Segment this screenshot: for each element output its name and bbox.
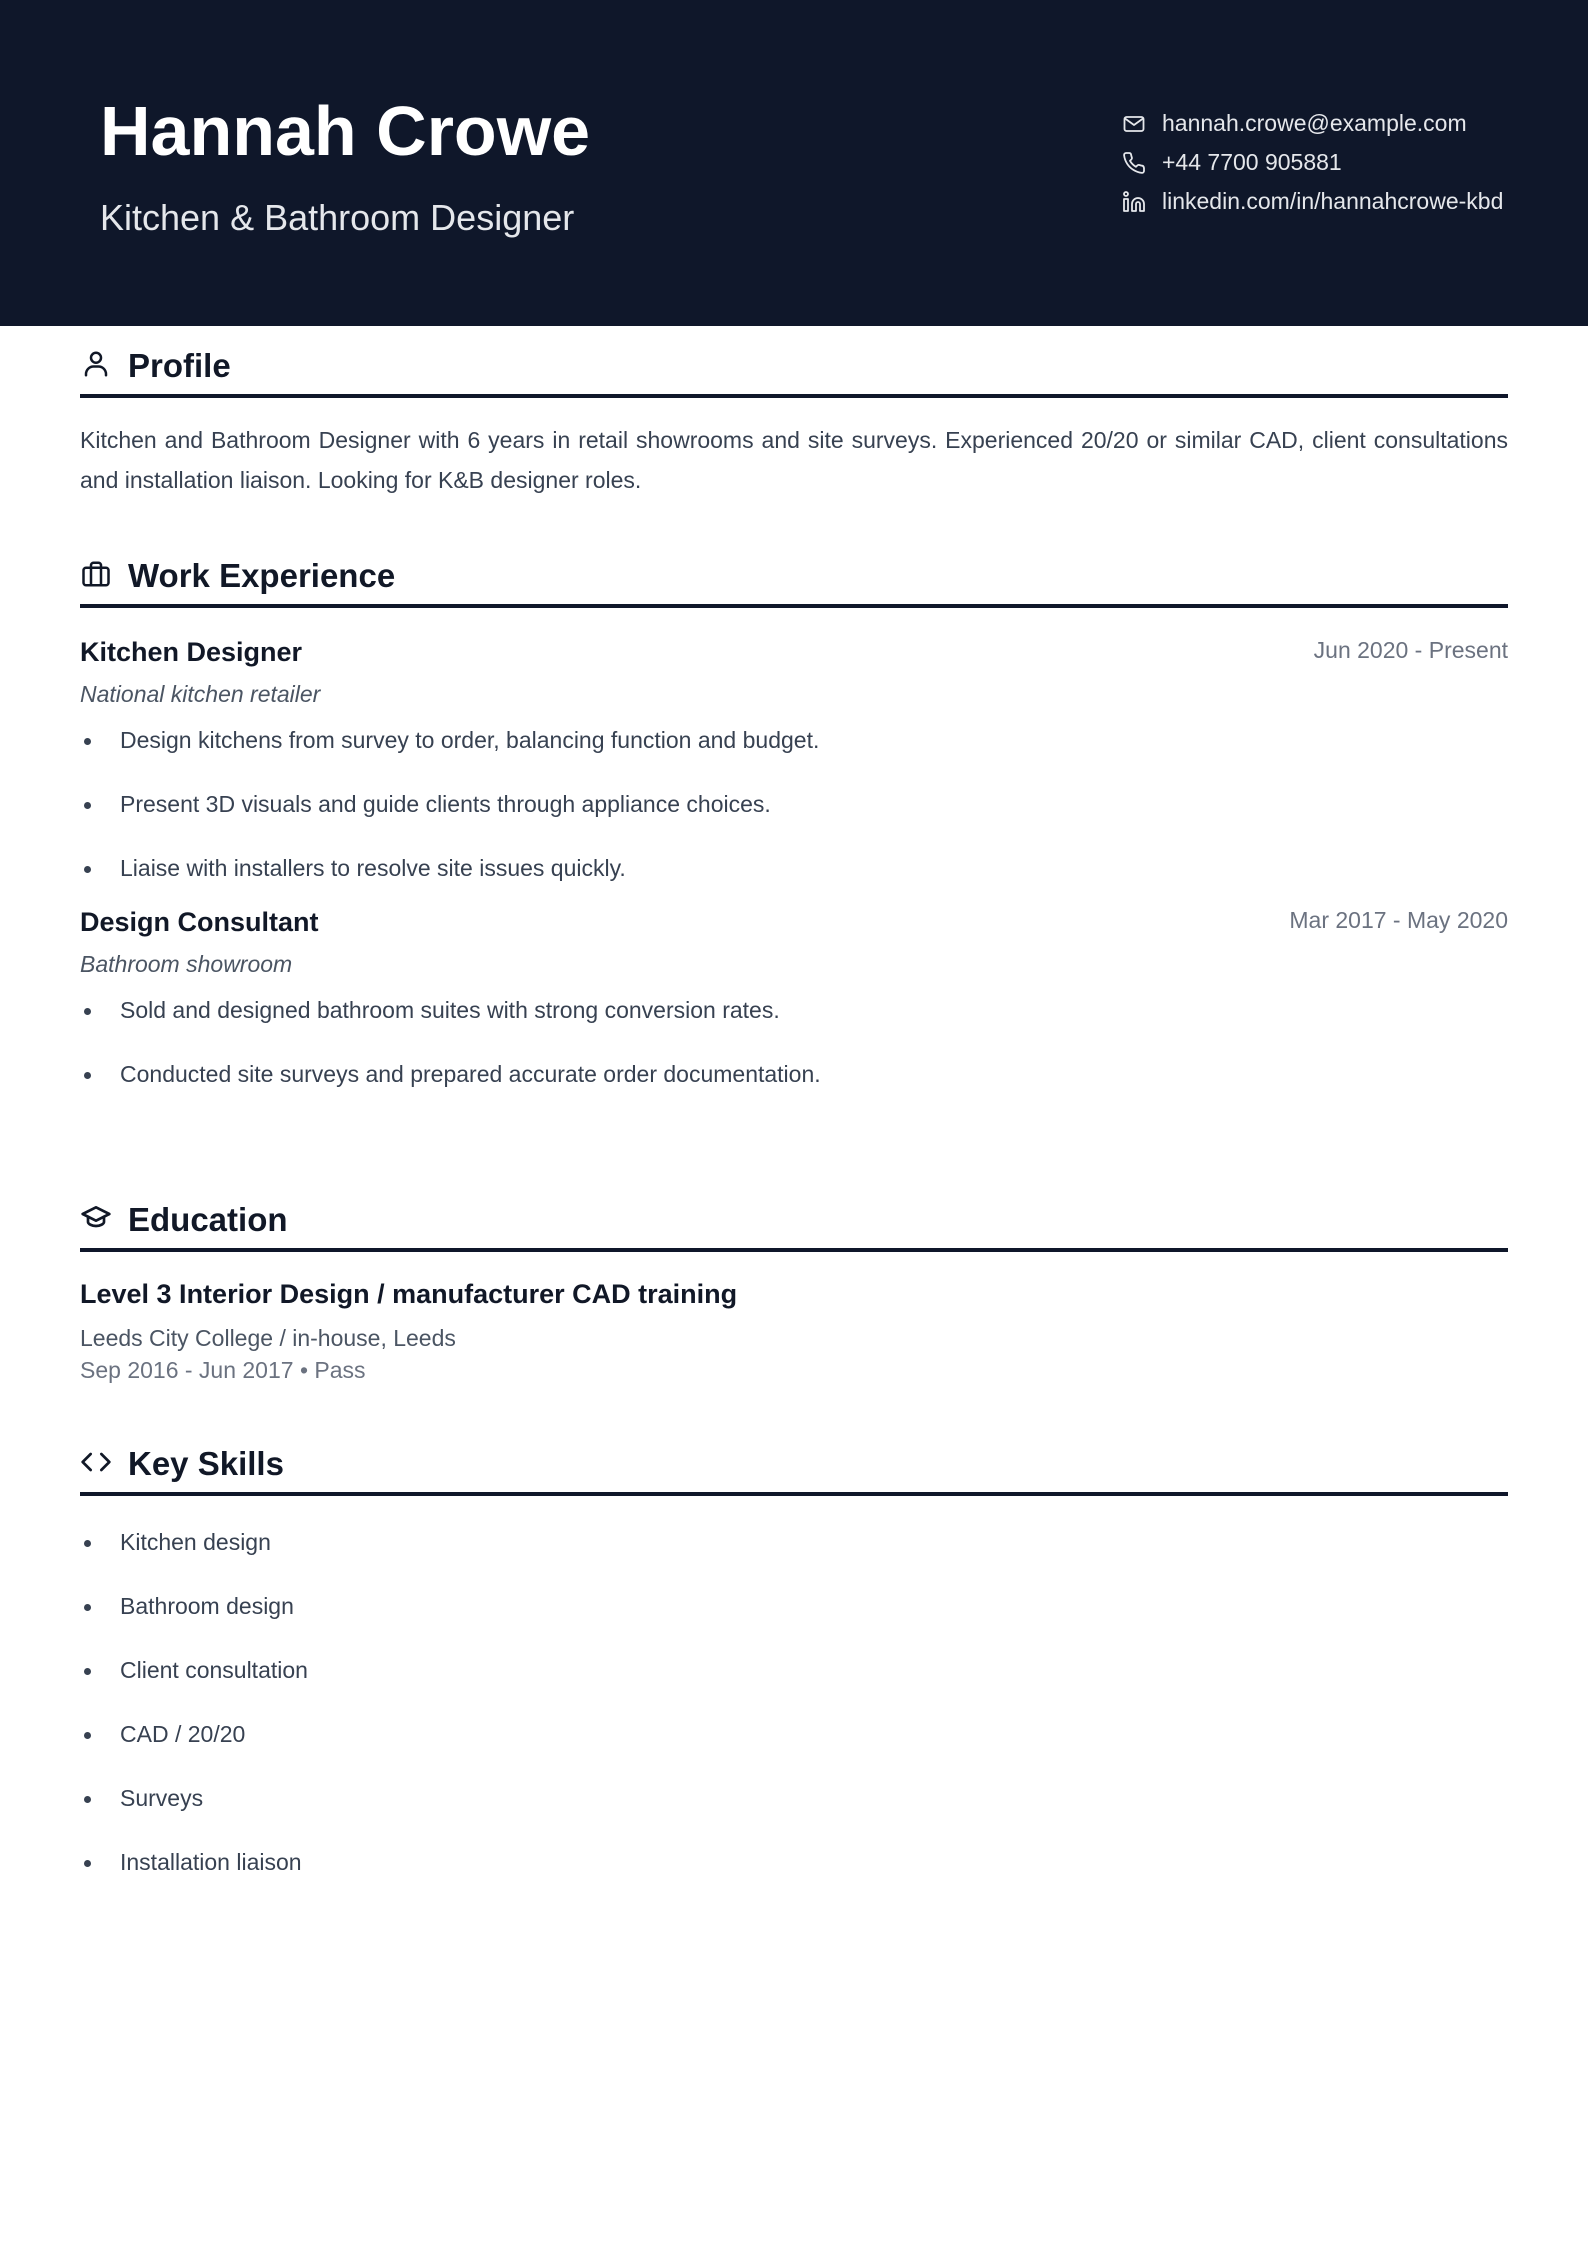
candidate-name: Hannah Crowe: [100, 92, 591, 170]
job-company: Bathroom showroom: [80, 951, 293, 977]
contact-email[interactable]: [1120, 104, 1560, 143]
skills-title: Key Skills: [128, 1445, 284, 1482]
resume-header: [0, 0, 1588, 326]
code-icon: [80, 1446, 112, 1478]
contact-linkedin-text: linkedin.com/in/hannahcrowe-kbd: [1162, 188, 1504, 214]
job-bullet: Liaise with installers to resolve site issues quickly.: [80, 852, 1508, 884]
experience-section: [80, 552, 1508, 1122]
contact-email-text: hannah.crowe@example.com: [1162, 110, 1467, 136]
job-bullets: [80, 994, 1508, 1090]
skill-item: Client consultation: [80, 1654, 1508, 1686]
job-title: Kitchen Designer: [80, 637, 303, 667]
profile-section: [80, 342, 1508, 500]
experience-heading: [80, 552, 1508, 608]
job-entry: [80, 634, 1508, 884]
job-dates: Mar 2017 - May 2020: [1289, 907, 1508, 933]
profile-summary: Kitchen and Bathroom Designer with 6 years in retail showrooms and site surveys. Experienced 20/20 or similar CAD, client consultations and installation liaison. Looking for K&B designer roles.: [80, 427, 1508, 493]
job-company: National kitchen retailer: [80, 681, 321, 707]
graduation-cap-icon: [80, 1202, 112, 1234]
mail-icon: [1120, 110, 1148, 138]
job-bullets: [80, 724, 1508, 884]
job-dates: Jun 2020 - Present: [1313, 637, 1508, 663]
contact-phone-text: +44 7700 905881: [1162, 149, 1342, 175]
skill-item: Kitchen design: [80, 1526, 1508, 1558]
job-bullet: Sold and designed bathroom suites with strong conversion rates.: [80, 994, 1508, 1026]
skills-section: [80, 1440, 1508, 1910]
profile-heading: [80, 342, 1508, 398]
education-meta: Sep 2016 - Jun 2017 • Pass: [80, 1357, 366, 1383]
job-entry: [80, 904, 1508, 1090]
skills-list: [80, 1526, 1508, 1878]
job-title: Design Consultant: [80, 907, 319, 937]
phone-icon: [1120, 149, 1148, 177]
skill-item: Installation liaison: [80, 1846, 1508, 1878]
profile-title: Profile: [128, 347, 231, 384]
job-bullet: Design kitchens from survey to order, balancing function and budget.: [80, 724, 1508, 756]
job-bullet: Conducted site surveys and prepared accurate order documentation.: [80, 1058, 1508, 1090]
skill-item: Surveys: [80, 1782, 1508, 1814]
candidate-role: Kitchen & Bathroom Designer: [100, 197, 575, 238]
contact-phone[interactable]: [1120, 143, 1560, 182]
contact-list: [1120, 104, 1560, 221]
skill-item: CAD / 20/20: [80, 1718, 1508, 1750]
education-school: Leeds City College / in-house, Leeds: [80, 1325, 456, 1351]
skill-item: Bathroom design: [80, 1590, 1508, 1622]
briefcase-icon: [80, 558, 112, 590]
user-icon: [80, 348, 112, 380]
job-bullet: Present 3D visuals and guide clients through appliance choices.: [80, 788, 1508, 820]
education-section: [80, 1196, 1508, 1386]
education-degree: Level 3 Interior Design / manufacturer CAD training: [80, 1279, 738, 1309]
education-title: Education: [128, 1201, 288, 1238]
experience-title: Work Experience: [128, 557, 396, 594]
skills-heading: [80, 1440, 1508, 1496]
linkedin-icon: [1120, 188, 1148, 216]
contact-linkedin[interactable]: [1120, 182, 1560, 221]
education-entry: [80, 1276, 1508, 1386]
education-heading: [80, 1196, 1508, 1252]
